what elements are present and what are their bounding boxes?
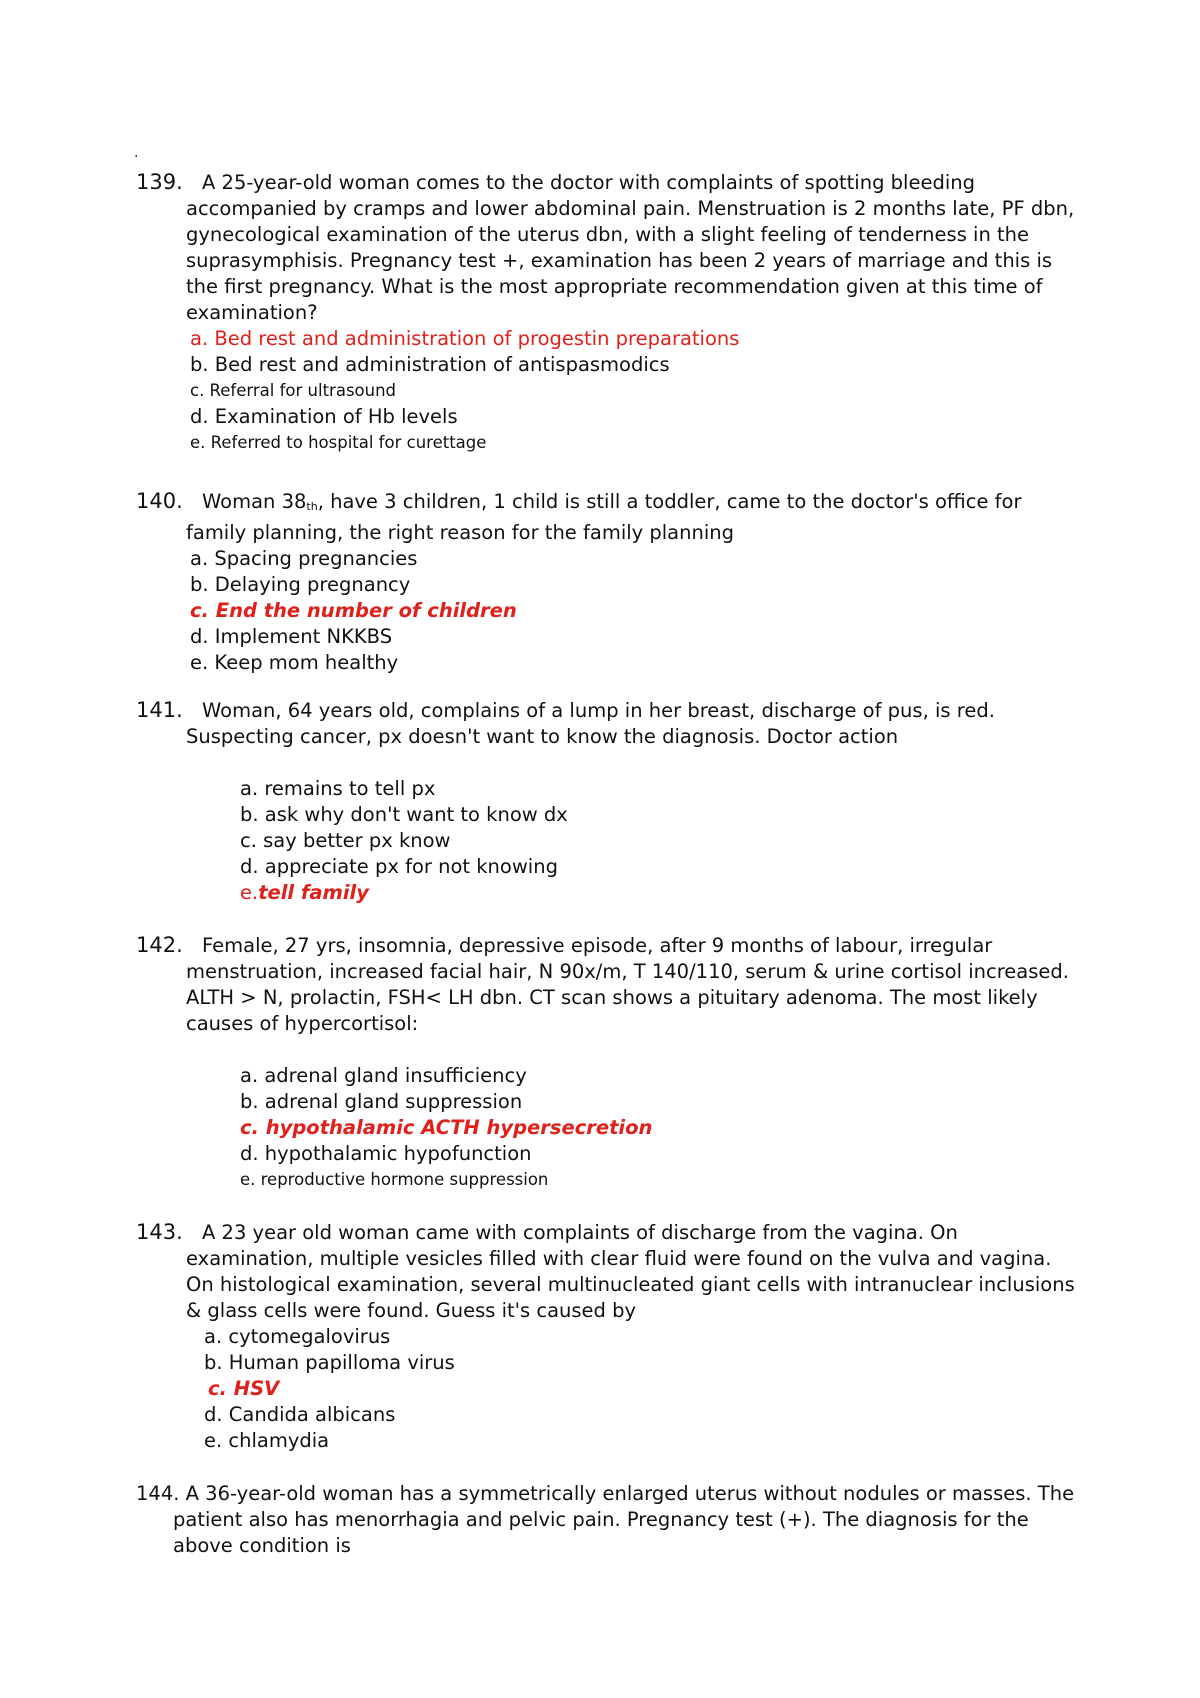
options-list xyxy=(136,546,1081,676)
option-c-answer: c. hypothalamic ACTH hypersecretion xyxy=(240,1116,653,1139)
option-b: b. ask why don't want to know dx xyxy=(240,803,568,826)
question-text: 142. Female, 27 yrs, insomnia, depressive episode, after 9 months of labour, irregular menstruation, increased facial hair, N 90x/m, T 140/110, serum & urine cortisol increased. ALTH > N, prolactin, FSH< LH dbn. CT scan shows a pituitary adenoma. The most likely causes of hypercortisol: xyxy=(136,933,1069,1035)
option-a-answer: a. Bed rest and administration of progestin preparations xyxy=(190,327,740,350)
question-140 xyxy=(136,488,1081,676)
question-142 xyxy=(136,932,1081,1193)
option-e-answer: e.tell family xyxy=(240,881,369,904)
question-number: 144. xyxy=(136,1482,180,1505)
question-number: 140. xyxy=(136,489,183,513)
option-c: c. say better px know xyxy=(240,829,451,852)
question-144 xyxy=(136,1481,1081,1559)
page-bullet: . xyxy=(134,145,139,161)
options-list xyxy=(136,776,1081,906)
question-text: 141. Woman, 64 years old, complains of a lump in her breast, discharge of pus, is red. Suspecting cancer, px doesn't want to know the diagnosis. Doctor action xyxy=(136,698,995,748)
option-a: a. Spacing pregnancies xyxy=(190,547,418,570)
question-number: 141. xyxy=(136,698,183,722)
question-number: 143. xyxy=(136,1220,183,1244)
option-e: e. reproductive hormone suppression xyxy=(240,1170,549,1189)
option-b: b. Bed rest and administration of antispasmodics xyxy=(190,353,670,376)
option-d: d. Examination of Hb levels xyxy=(190,405,458,428)
option-e: e. Keep mom healthy xyxy=(190,651,399,674)
options-list xyxy=(136,1324,1081,1454)
question-text: 140. Woman 38th, have 3 children, 1 child is still a toddler, came to the doctor's office for family planning, the right reason for the family planning xyxy=(136,489,1022,544)
question-text: 144. A 36-year-old woman has a symmetrically enlarged uterus without nodules or masses. The patient also has menorrhagia and pelvic pain. Pregnancy test (+). The diagnosis for the above condition is xyxy=(136,1482,1075,1557)
option-b: b. adrenal gland suppression xyxy=(240,1090,523,1113)
option-b: b. Human papilloma virus xyxy=(204,1351,455,1374)
option-c-answer: c. HSV xyxy=(208,1377,280,1400)
options-list xyxy=(136,326,1081,456)
option-a: a. adrenal gland insufficiency xyxy=(240,1064,527,1087)
option-d: d. Candida albicans xyxy=(204,1403,396,1426)
option-a: a. cytomegalovirus xyxy=(204,1325,391,1348)
option-c-answer: c. End the number of children xyxy=(190,599,517,622)
option-e: e. Referred to hospital for curettage xyxy=(190,433,487,452)
question-number: 142. xyxy=(136,933,183,957)
option-d: d. hypothalamic hypofunction xyxy=(240,1142,532,1165)
question-139 xyxy=(136,169,1081,456)
options-list xyxy=(136,1063,1081,1193)
option-d: d. appreciate px for not knowing xyxy=(240,855,558,878)
option-e: e. chlamydia xyxy=(204,1429,330,1452)
option-c: c. Referral for ultrasound xyxy=(190,381,397,400)
question-143 xyxy=(136,1219,1081,1454)
option-a: a. remains to tell px xyxy=(240,777,436,800)
question-141 xyxy=(136,697,1081,906)
question-number: 139. xyxy=(136,170,183,194)
option-b: b. Delaying pregnancy xyxy=(190,573,411,596)
question-text: 143. A 23 year old woman came with complaints of discharge from the vagina. On examination, multiple vesicles filled with clear fluid were found on the vulva and vagina. On histological examination, several multinucleated giant cells with intranuclear inclusions & glass cells were found. Guess it's caused by xyxy=(136,1220,1075,1322)
option-d: d. Implement NKKBS xyxy=(190,625,393,648)
question-text: 139. A 25-year-old woman comes to the doctor with complaints of spotting bleeding accompanied by cramps and lower abdominal pain. Menstruation is 2 months late, PF dbn, gynecological examination of the uterus dbn, with a slight feeling of tenderness in the suprasymphisis. Pregnancy test +, examination has been 2 years of marriage and this is the first pregnancy. What is the most appropriate recommendation given at this time of examination? xyxy=(136,170,1075,324)
